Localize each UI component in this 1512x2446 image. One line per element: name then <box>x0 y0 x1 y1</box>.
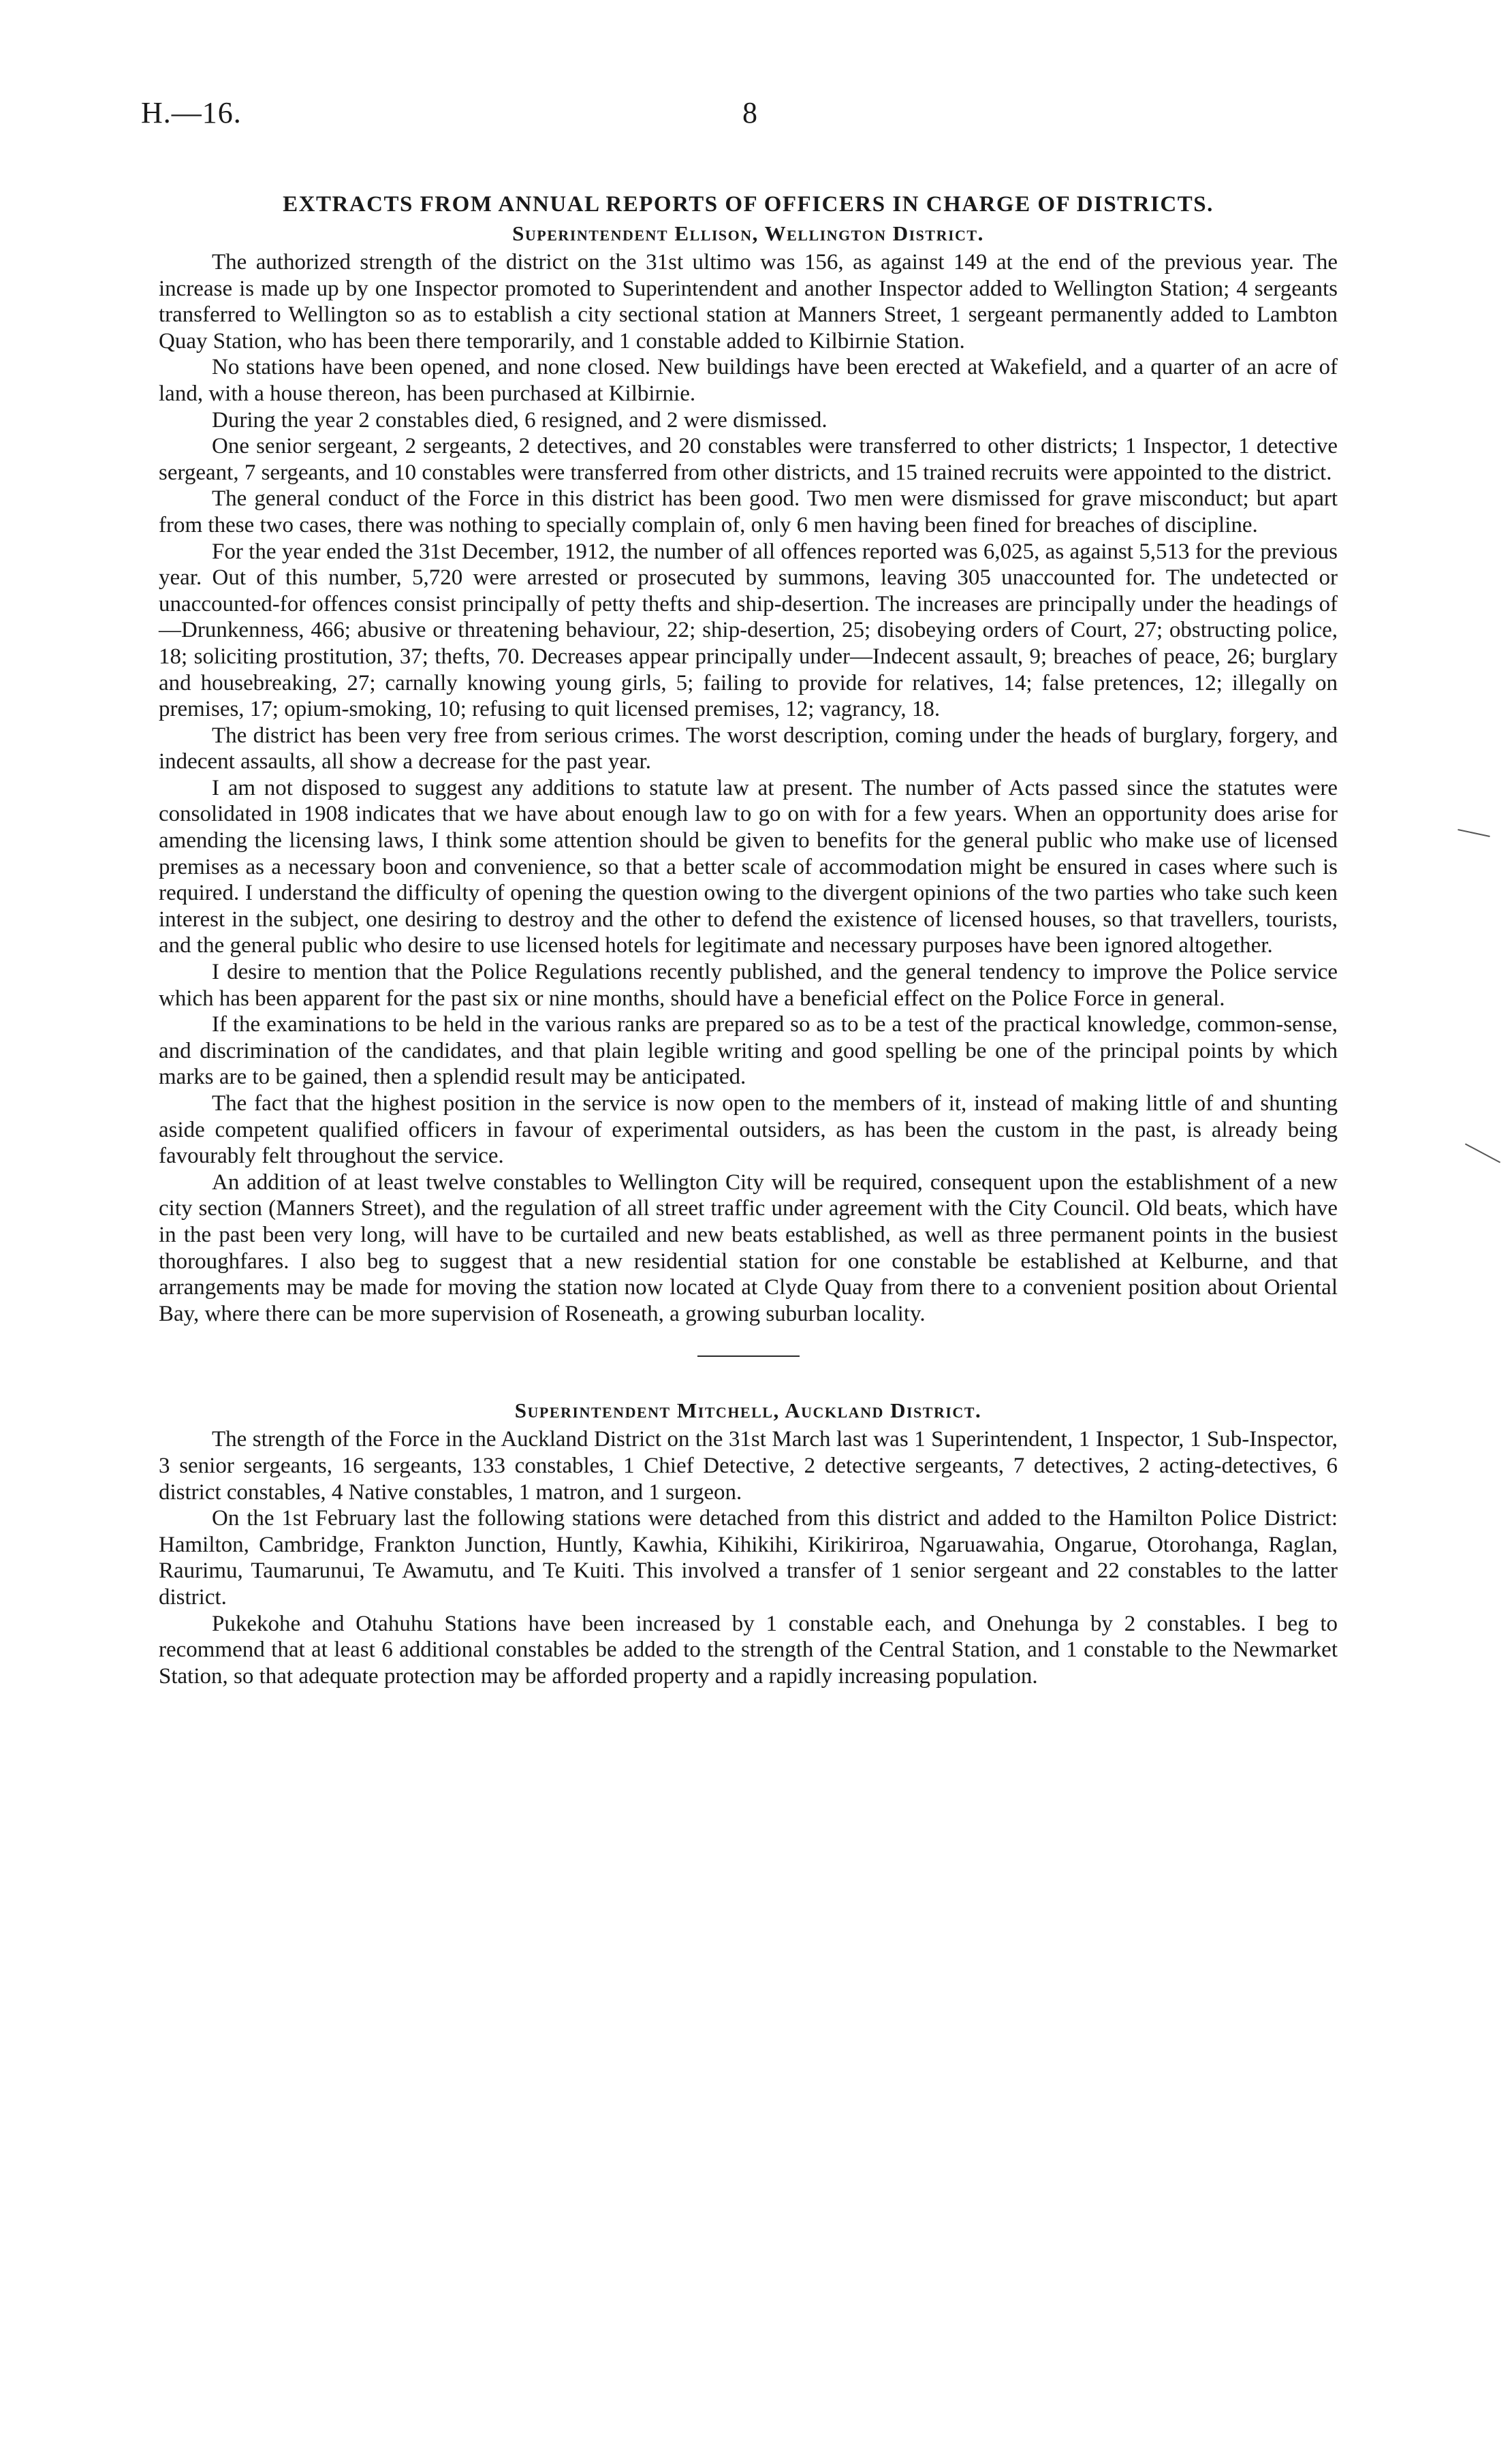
paragraph: One senior sergeant, 2 sergeants, 2 detectives, and 20 constables were transferred to other districts; 1 Inspector, 1 detective sergeant, 7 sergeants, and 10 constables were transferred from other districts, and 15 trained recruits were appointed to the district. <box>159 434 1338 485</box>
paragraph: The authorized strength of the district on the 31st ultimo was 156, as against 149 at the end of the previous year. The increase is made up by one Inspector promoted to Superintendent and another Inspector added to Wellington Station; 4 sergeants transferred to Wellington so as to establish a city sectional station at Manners Street, 1 sergeant permanently added to Lambton Quay Station, who has been there temporarily, and 1 constable added to Kilbirnie Station. <box>159 250 1338 354</box>
page-number: 8 <box>742 96 757 129</box>
paragraph: If the examinations to be held in the various ranks are prepared so as to be a test of the practical knowledge, common-sense, and discrimination of the candidates, and that plain legible writing and good spelling be one of the principal points by which marks are to be gained, then a splendid result may be anticipated. <box>159 1012 1338 1090</box>
paragraph: The fact that the highest position in the service is now open to the members of it, instead of making little of and shunting aside competent qualified officers in favour of experimental outsiders, as has been the custom in the past, is already being favourably felt throughout the service. <box>159 1091 1338 1169</box>
section-wellington <box>159 219 1338 1327</box>
paragraph: No stations have been opened, and none closed. New buildings have been erected at Wakefield, and a quarter of an acre of land, with a house thereon, has been purchased at Kilbirnie. <box>159 355 1338 406</box>
paragraph: I desire to mention that the Police Regulations recently published, and the general tendency to improve the Police service which has been apparent for the past six or nine months, should have a beneficial effect on the Police Force in general. <box>159 960 1338 1011</box>
paragraph: The district has been very free from serious crimes. The worst description, coming under the heads of burglary, forgery, and indecent assaults, all show a decrease for the past year. <box>159 723 1338 774</box>
paragraph: During the year 2 constables died, 6 resigned, and 2 were dismissed. <box>212 407 828 433</box>
section-divider <box>697 1355 800 1357</box>
paragraph: The general conduct of the Force in this district has been good. Two men were dismissed for grave misconduct; but apart from these two cases, there was nothing to specially complain of, only 6 men having been fined for breaches of discipline. <box>159 486 1338 537</box>
paragraph: An addition of at least twelve constables to Wellington City will be required, consequent upon the establishment of a new city section (Manners Street), and the regulation of all street traffic under agreement with the City Council. Old beats, which have in the past been very long, will have to be curtailed and new beats established, as well as three permanent points in the busiest thoroughfares. I also beg to suggest that a new residential station for one constable be established at Kelburne, and that arrangements may be made for moving the station now located at Clyde Quay from there to a convenient position about Oriental Bay, where there can be more supervision of Roseneath, a growing suburban locality. <box>159 1170 1338 1326</box>
paragraph: For the year ended the 31st December, 1912, the number of all offences reported was 6,025, as against 5,513 for the previous year. Out of this number, 5,720 were arrested or prosecuted by summons, leaving 305 unaccounted for. The undetected or unaccounted-for offences consist principally of petty thefts and ship-desertion. The increases are principally under the headings of—Drunkenness, 466; abusive or threatening behaviour, 22; ship-desertion, 25; disobeying orders of Court, 27; obstructing police, 18; soliciting prostitution, 37; thefts, 70. Decreases appear principally under—Indecent assault, 9; breaches of peace, 26; burglary and housebreaking, 27; carnally knowing young girls, 5; failing to provide for relatives, 14; false pretences, 12; illegally on premises, 17; opium-smoking, 10; refusing to quit licensed premises, 12; vagrancy, 18. <box>159 539 1338 722</box>
paragraph: The strength of the Force in the Auckland District on the 31st March last was 1 Superintendent, 1 Inspector, 1 Sub-Inspector, 3 senior sergeants, 16 sergeants, 133 constables, 1 Chief Detective, 2 detective sergeants, 7 detectives, 2 acting-detectives, 6 district constables, 4 Native constables, 1 matron, and 1 surgeon. <box>159 1427 1338 1505</box>
section-auckland <box>159 1396 1338 1689</box>
scan-mark <box>1465 1144 1500 1163</box>
main-heading: EXTRACTS FROM ANNUAL REPORTS OF OFFICERS IN CHARGE OF DISTRICTS. <box>283 192 1214 217</box>
paragraph: Pukekohe and Otahuhu Stations have been increased by 1 constable each, and Onehunga by 2 constables. I beg to recommend that at least 6 additional constables be added to the strength of the Central Station, and 1 constable to the Newmarket Station, so that adequate protection may be afforded property and a rapidly increasing population. <box>159 1611 1338 1689</box>
document-body <box>159 189 1338 1689</box>
section-heading: Superintendent Mitchell, Auckland District. <box>514 1398 982 1423</box>
paragraph: On the 1st February last the following stations were detached from this district and added to the Hamilton Police District: Hamilton, Cambridge, Frankton Junction, Huntly, Kawhia, Kihikihi, Kirikiriroa, Ngaruawahia, Ongarue, Otorohanga, Raglan, Raurimu, Taumarunui, Te Awamutu, and Te Kuiti. This involved a transfer of 1 senior sergeant and 22 constables to the latter district. <box>159 1506 1338 1610</box>
document-reference: H.—16. <box>141 96 242 129</box>
scan-mark <box>1458 829 1490 837</box>
paragraph: I am not disposed to suggest any additions to statute law at present. The number of Acts passed since the statutes were consolidated in 1908 indicates that we have about enough law to go on with for a few years. When an opportunity does arise for amending the licensing laws, I think some attention should be given to benefits for the general public who make use of licensed premises as a necessary boon and convenience, so that a better scale of accommodation might be ensured in cases where such is required. I understand the difficulty of opening the question owing to the divergent opinions of the two parties who take such keen interest in the subject, one desiring to destroy and the other to defend the existence of licensed houses, so that travellers, tourists, and the general public who desire to use licensed hotels for legitimate and necessary purposes have been ignored altogether. <box>159 775 1338 958</box>
section-heading: Superintendent Ellison, Wellington District. <box>512 221 984 245</box>
